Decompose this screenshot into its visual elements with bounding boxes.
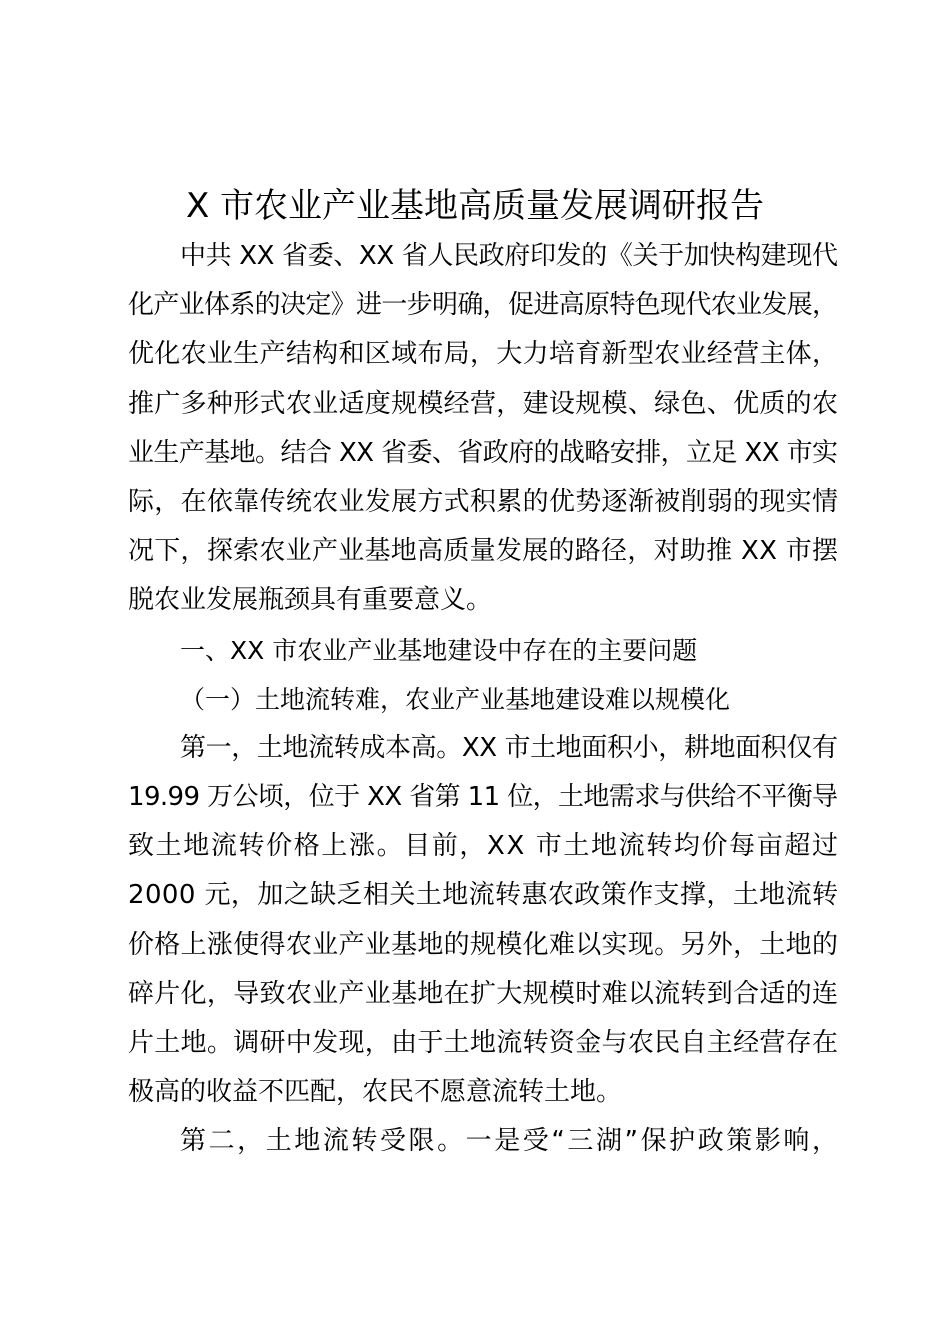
text-line: 推广多种形式农业适度规模经营，建设规模、绿色、优质的农	[128, 388, 839, 419]
text-line: 业生产基地。结合 XX 省委、省政府的战略安排，立足 XX 市实	[128, 437, 838, 468]
text-line: 脱农业发展瓶颈具有重要意义。	[128, 585, 493, 616]
text-line: 片土地。调研中发现，由于土地流转资金与农民自主经营存在	[128, 1028, 839, 1058]
text-line: 致土地流转价格上涨。目前，XX 市土地流转均价每亩超过	[128, 831, 840, 862]
text-line: 2000 元，加之缺乏相关土地流转惠农政策作支撑，土地流转	[128, 880, 839, 911]
text-line: 优化农业生产结构和区域布局，大力培育新型农业经营主体，	[128, 339, 839, 370]
text-line: 中共 XX 省委、XX 省人民政府印发的《关于加快构建现代	[180, 241, 838, 271]
text-line: （一）土地流转难，农业产业基地建设难以规模化	[180, 684, 731, 714]
text-line: 一、XX 市农业产业基地建设中存在的主要问题	[180, 635, 698, 665]
text-line: 际，在依靠传统农业发展方式积累的优势逐渐被削弱的现实情	[128, 486, 839, 517]
text-line: 价格上涨使得农业产业基地的规模化难以实现。另外，土地的	[128, 929, 839, 960]
text-line: 碎片化，导致农业产业基地在扩大规模时难以流转到合适的连	[128, 978, 839, 1009]
text-line: 况下，探索农业产业基地高质量发展的路径，对助推 XX 市摆	[128, 536, 839, 567]
document-body	[128, 232, 841, 1167]
text-line: 第二，土地流转受限。一是受“三湖”保护政策影响，	[180, 1126, 841, 1157]
text-line: 化产业体系的决定》进一步明确，促进高原特色现代农业发展，	[128, 290, 838, 321]
text-line: 第一，土地流转成本高。XX 市土地面积小，耕地面积仅有	[180, 732, 838, 763]
text-line: 19.99 万公顷，位于 XX 省第 11 位，土地需求与供给不平衡导	[128, 782, 838, 813]
text-line: 极高的收益不匹配，农民不愿意流转土地。	[128, 1077, 623, 1108]
document-title: X 市农业产业基地高质量发展调研报告	[185, 186, 765, 226]
